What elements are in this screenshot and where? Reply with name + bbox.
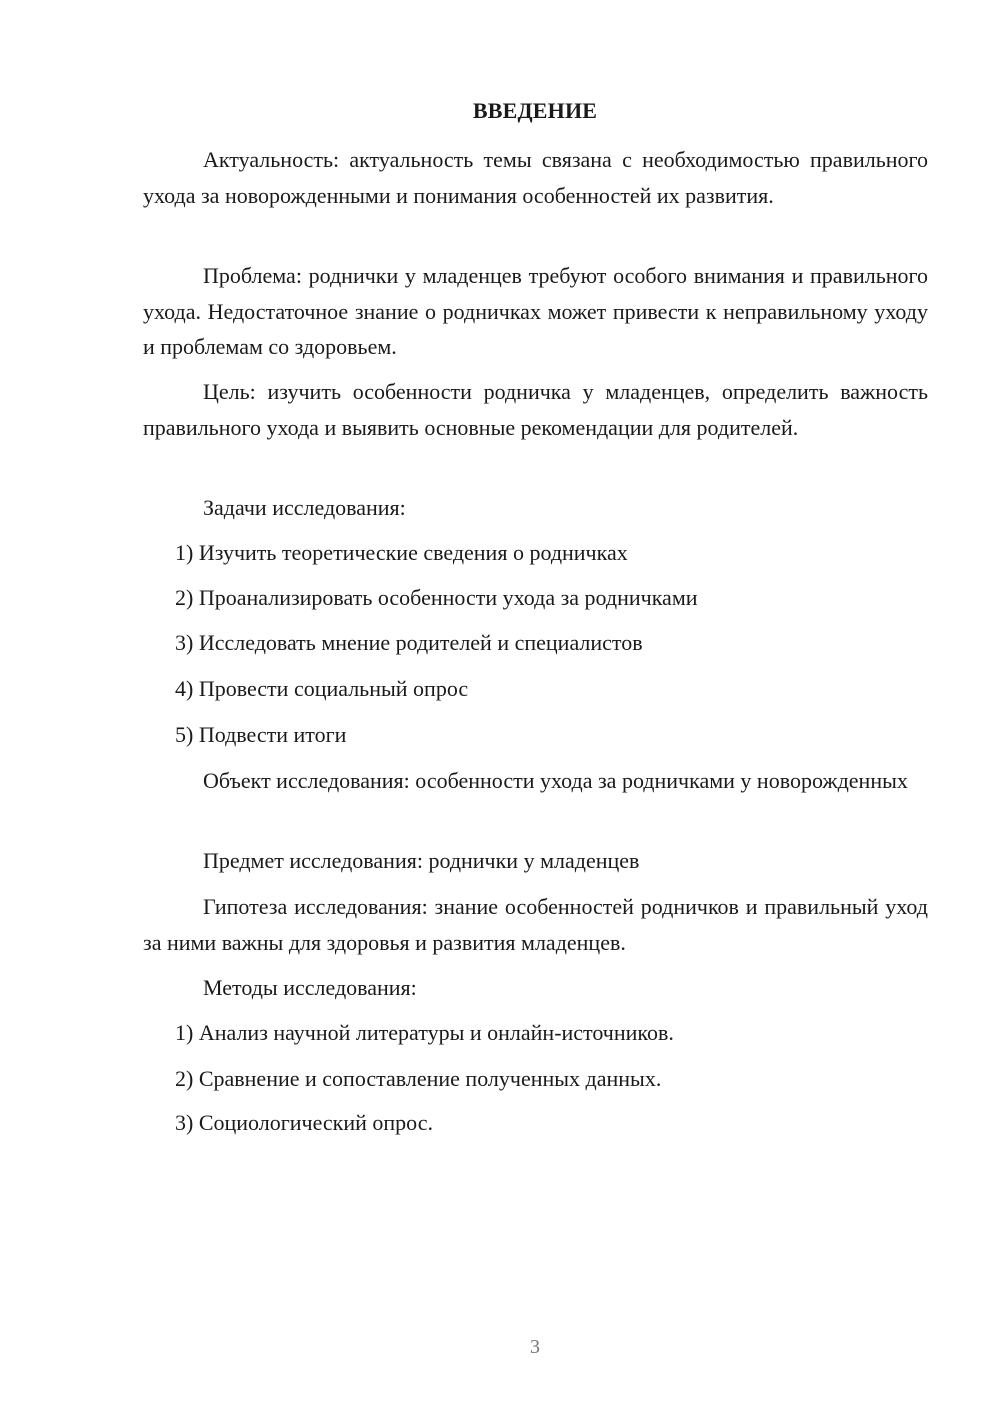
paragraph-subject: Предмет исследования: роднички у младенцев — [203, 848, 640, 873]
task-item: 5) Подвести итоги — [175, 722, 347, 747]
methods-heading: Методы исследования: — [203, 975, 417, 1000]
paragraph-object: Объект исследования: особенности ухода за родничками у новорожденных — [203, 768, 908, 793]
method-item: 2) Сравнение и сопоставление полученных данных. — [175, 1066, 662, 1091]
method-item: 3) Социологический опрос. — [175, 1110, 433, 1135]
method-item: 1) Анализ научной литературы и онлайн-источников. — [175, 1020, 674, 1045]
task-item: 4) Провести социальный опрос — [175, 676, 469, 701]
paragraph-hypothesis: Гипотеза исследования: знание особенностей родничков и правильный уход за ними важны для здоровья и развития младенцев. — [143, 894, 928, 955]
task-item: 3) Исследовать мнение родителей и специалистов — [175, 630, 643, 655]
paragraph-relevance: Актуальность: актуальность темы связана с необходимостью правильного ухода за новорожденными и понимания особенностей их развития. — [143, 147, 928, 208]
section-title: ВВЕДЕНИЕ — [472, 98, 598, 123]
paragraph-goal: Цель: изучить особенности родничка у младенцев, определить важность правильного ухода и выявить основные рекомендации для родителей. — [143, 379, 928, 440]
tasks-heading: Задачи исследования: — [203, 495, 406, 520]
paragraph-problem: Проблема: роднички у младенцев требуют особого внимания и правильного ухода. Недостаточное знание о родничках может привести к неправильному уходу и проблемам со здоровьем. — [143, 263, 928, 359]
page-number: 3 — [530, 1336, 540, 1358]
task-item: 1) Изучить теоретические сведения о родничках — [175, 540, 628, 565]
task-item: 2) Проанализировать особенности ухода за родничками — [175, 585, 698, 610]
